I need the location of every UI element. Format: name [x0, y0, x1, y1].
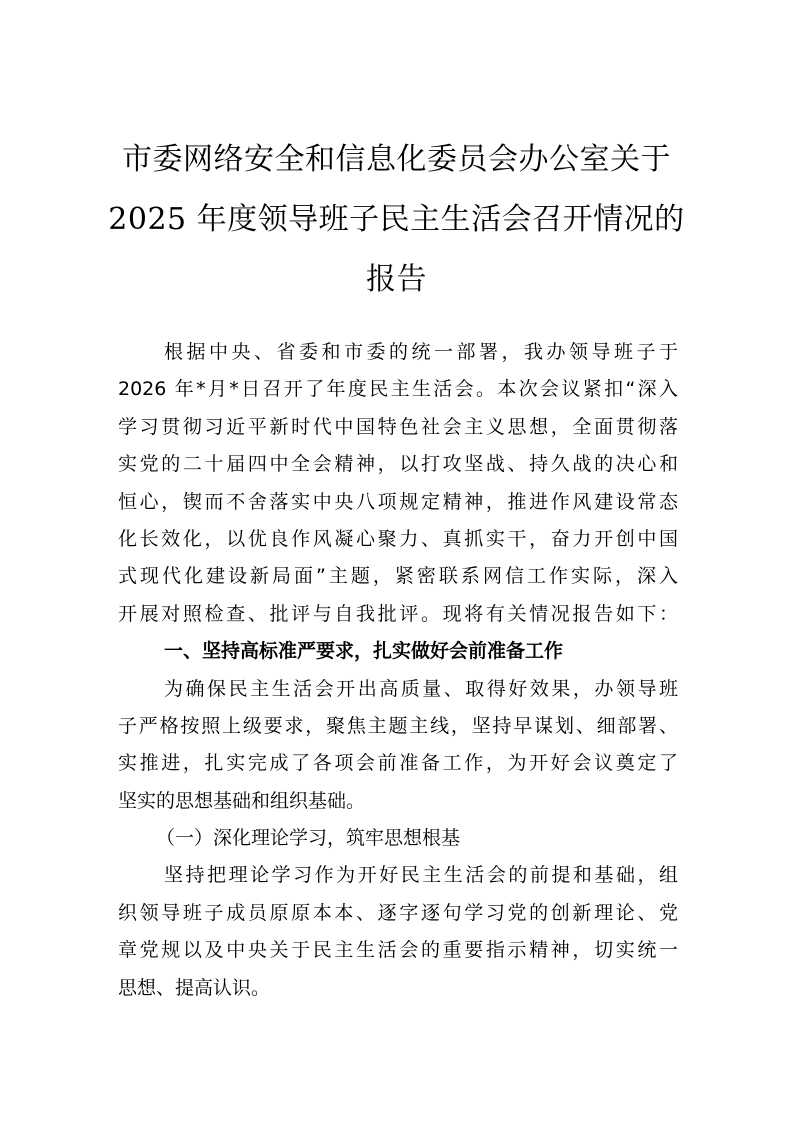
text-line: 2026 年*月*日召开了年度民主生活会。本次会议紧扣“深入	[118, 378, 678, 401]
text-line: 为确保民主生活会开出高质量、取得好效果，办领导班	[164, 677, 678, 700]
document-title	[90, 130, 703, 310]
text-line: 恒心，锲而不舍落实中央八项规定精神，推进作风建设常态	[118, 490, 678, 513]
text-line: 子严格按照上级要求，聚焦主题主线，坚持早谋划、细部署、	[118, 714, 678, 737]
section-2-paragraph	[118, 857, 678, 1007]
text-line: 章党规以及中央关于民主生活会的重要指示精神，切实统一	[118, 939, 678, 962]
title-line-1: 市委网络安全和信息化委员会办公室关于	[122, 142, 671, 177]
text-line: 根据中央、省委和市委的统一部署，我办领导班子于	[164, 341, 678, 363]
text-line: 实推进，扎实完成了各项会前准备工作，为开好会议奠定了	[118, 752, 678, 775]
title-line-2: 2025 年度领导班子民主生活会召开情况的	[108, 202, 685, 237]
text-line: 实党的二十届四中全会精神，以打攻坚战、持久战的决心和	[118, 453, 678, 476]
text-line: 织领导班子成员原原本本、逐字逐句学习党的创新理论、党	[118, 901, 678, 924]
subsection-heading-1: （一）深化理论学习，筑牢思想根基	[156, 827, 461, 850]
text-line: 学习贯彻习近平新时代中国特色社会主义思想，全面贯彻落	[118, 415, 678, 438]
text-line: 开展对照检查、批评与自我批评。现将有关情况报告如下：	[118, 602, 678, 625]
section-1-paragraph	[118, 671, 678, 821]
text-line: 坚实的思想基础和组织基础。	[118, 789, 366, 812]
title-line-3: 报告	[366, 262, 427, 297]
text-line: 坚持把理论学习作为开好民主生活会的前提和基础，组	[164, 864, 678, 887]
text-line: 化长效化，以优良作风凝心聚力、真抓实干，奋力开创中国	[118, 527, 678, 550]
section-heading-1: 一、坚持高标准严要求，扎实做好会前准备工作	[164, 640, 564, 663]
document-body	[118, 334, 678, 1007]
text-line: 思想、提高认识。	[118, 976, 271, 999]
text-line: 式现代化建设新局面”主题，紧密联系网信工作实际，深入	[118, 565, 678, 588]
intro-paragraph	[118, 334, 678, 633]
